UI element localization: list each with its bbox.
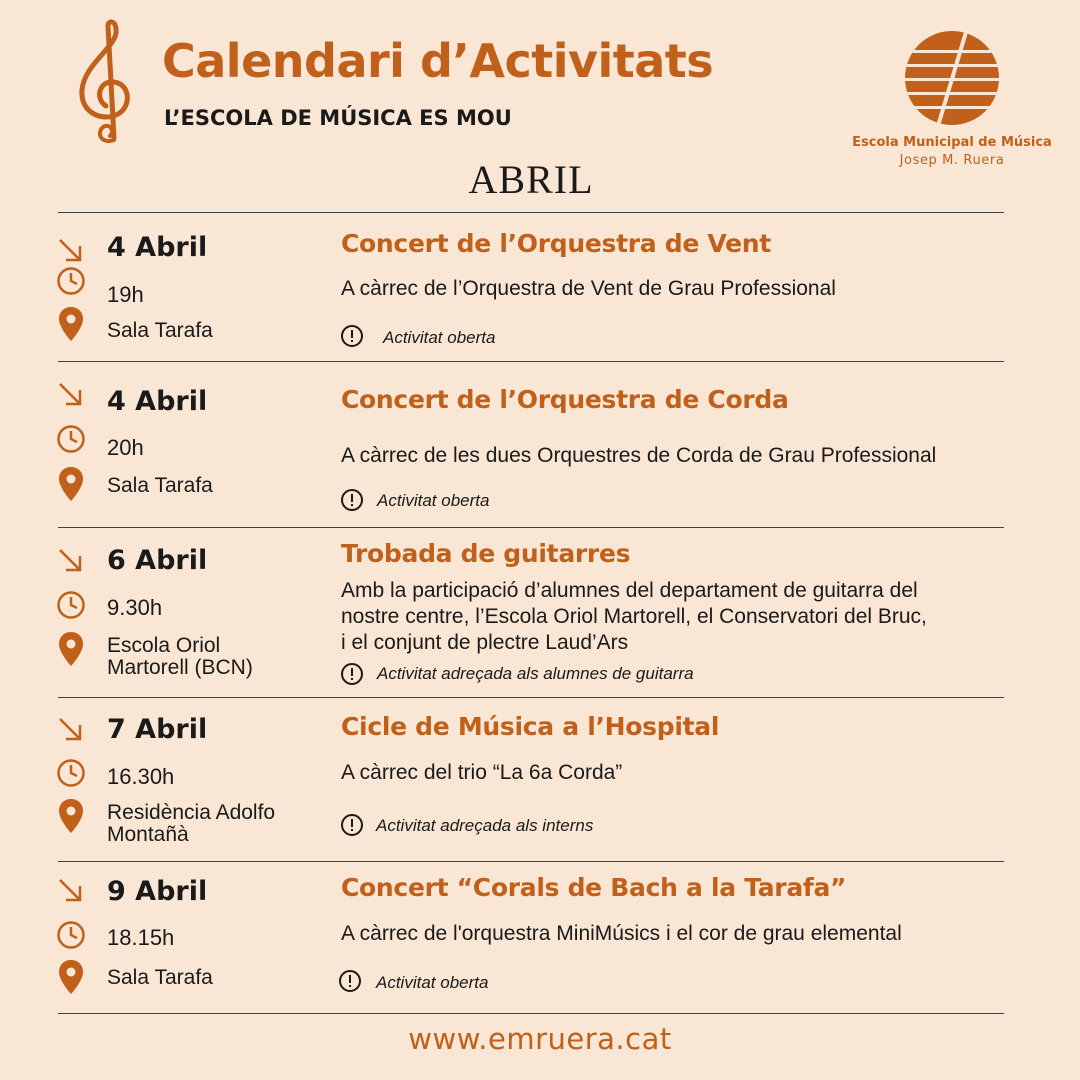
divider xyxy=(58,361,1004,362)
arrow-down-right-icon xyxy=(56,236,84,264)
event-place: Escola Oriol Martorell (BCN) xyxy=(107,634,253,679)
divider xyxy=(58,527,1004,528)
divider xyxy=(58,1013,1004,1014)
event-time: 16.30h xyxy=(107,764,175,789)
event-place: Sala Tarafa xyxy=(107,319,213,342)
event-time: 9.30h xyxy=(107,595,163,620)
divider xyxy=(58,697,1004,698)
exclamation-circle-icon xyxy=(340,488,364,512)
map-pin-icon xyxy=(58,306,84,342)
arrow-down-right-icon xyxy=(56,715,84,743)
event-time: 19h xyxy=(107,282,144,307)
event-place: Sala Tarafa xyxy=(107,474,213,497)
website-link[interactable]: www.emruera.cat xyxy=(408,1022,672,1056)
exclamation-circle-icon xyxy=(338,969,362,993)
divider xyxy=(58,861,1004,862)
event-date: 7 Abril xyxy=(107,714,208,745)
exclamation-circle-icon xyxy=(340,662,364,686)
exclamation-circle-icon xyxy=(340,813,364,837)
arrow-down-right-icon xyxy=(56,546,84,574)
map-pin-icon xyxy=(58,959,84,995)
event-note: Activitat oberta xyxy=(377,491,490,510)
school-name: Escola Municipal de Música xyxy=(852,135,1052,150)
clock-icon xyxy=(56,590,86,620)
event-description: A càrrec de l’Orquestra de Vent de Grau Professional xyxy=(341,277,836,300)
event-place: Residència Adolfo Montañà xyxy=(107,801,276,846)
event-time: 20h xyxy=(107,435,144,460)
event-title: Concert de l’Orquestra de Corda xyxy=(341,385,789,414)
divider xyxy=(58,212,1004,213)
clock-icon xyxy=(56,266,86,296)
treble-clef-icon xyxy=(74,18,144,146)
month-heading: ABRIL xyxy=(468,157,594,202)
event-date: 9 Abril xyxy=(107,876,208,907)
event-description: A càrrec de l'orquestra MiniMúsics i el cor de grau elemental xyxy=(341,922,902,945)
event-date: 4 Abril xyxy=(107,386,208,417)
clock-icon xyxy=(56,920,86,950)
page-subtitle: L’ESCOLA DE MÚSICA ES MOU xyxy=(164,106,512,130)
event-note: Activitat oberta xyxy=(383,328,496,347)
event-place: Sala Tarafa xyxy=(107,966,213,989)
event-description: Amb la participació d’alumnes del departament de guitarra del nostre centre, l’Escola Oriol Martorell, el Conservatori del Bruc, i el conjunt de plectre Laud’Ars xyxy=(341,579,927,654)
event-title: Cicle de Música a l’Hospital xyxy=(341,712,720,741)
map-pin-icon xyxy=(58,798,84,834)
arrow-down-right-icon xyxy=(56,876,84,904)
map-pin-icon xyxy=(58,631,84,667)
event-description: A càrrec del trio “La 6a Corda” xyxy=(341,761,623,784)
event-time: 18.15h xyxy=(107,925,175,950)
school-subname: Josep M. Ruera xyxy=(899,153,1005,168)
school-logo-icon xyxy=(904,30,1000,126)
page-title: Calendari d’Activitats xyxy=(162,34,714,88)
event-date: 6 Abril xyxy=(107,545,208,576)
exclamation-circle-icon xyxy=(340,324,364,348)
event-note: Activitat oberta xyxy=(376,973,489,992)
event-title: Concert de l’Orquestra de Vent xyxy=(341,229,771,258)
clock-icon xyxy=(56,758,86,788)
event-note: Activitat adreçada als alumnes de guitarra xyxy=(377,664,694,683)
event-date: 4 Abril xyxy=(107,232,208,263)
event-title: Trobada de guitarres xyxy=(341,539,631,568)
clock-icon xyxy=(56,424,86,454)
map-pin-icon xyxy=(58,466,84,502)
event-title: Concert “Corals de Bach a la Tarafa” xyxy=(341,873,847,902)
event-description: A càrrec de les dues Orquestres de Corda de Grau Professional xyxy=(341,444,937,467)
event-note: Activitat adreçada als interns xyxy=(376,816,594,835)
arrow-down-right-icon xyxy=(56,380,84,408)
